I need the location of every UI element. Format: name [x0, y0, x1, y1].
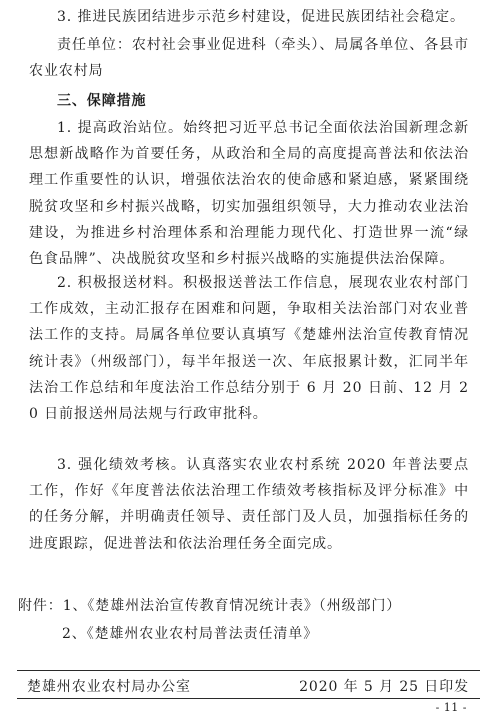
footer-bottom-rule — [17, 698, 480, 699]
issuing-office: 楚雄州农业农村局办公室 — [27, 679, 191, 695]
attachment-line-2: 2、《楚雄州农业农村局普法责任清单》 — [62, 626, 319, 642]
paragraph-measure-2: 2. 积极报送材料。积极报送普法工作信息，展现农业农村部门工作成效，主动汇报存在困难和问题，争取相关法治部门对农业普法工作的支持。局属各单位要认真填写《楚雄州法治宣传教育情况统计表》（州级部门），每半年报送一次、年底报累计数，汇同半年法治工作总结和年度法治工作总结分别于 6 月 20 日前、12 月 20 日前报送州局法规与行政审批科。 — [29, 275, 469, 423]
paragraph-measure-1: 1. 提高政治站位。始终把习近平总书记全面依法治国新理念新思想新战略作为首要任务，从政治和全局的高度提高普法和依法治理工作重要性的认识，增强依法治农的使命感和紧迫感，紧紧围绕脱贫攻坚和乡村振兴战略，切实加强组织领导，大力推动农业法治建设，为推进乡村治理体系和治理能力现代化、打造世界一流“绿色食品牌”、决战脱贫攻坚和乡村振兴战略的实施提供法治保障。 — [29, 120, 469, 268]
footer-top-rule — [17, 670, 480, 671]
print-date: 2020 年 5 月 25 日印发 — [299, 679, 469, 695]
paragraph-responsible-unit: 责任单位：农村社会事业促进科（牵头）、局属各单位、各县市农业农村局 — [29, 37, 469, 80]
paragraph-measure-3: 3. 强化绩效考核。认真落实农业农村系统 2020 年普法要点工作，作好《年度普法依法治理工作绩效考核指标及评分标准》中的任务分解，并明确责任领导、责任部门及人员，加强指标任务的进度跟踪，促进普法和依法治理任务全面完成。 — [29, 457, 469, 552]
section-heading-safeguards: 三、保障措施 — [57, 93, 147, 109]
attachment-line-1: 附件：1、《楚雄州法治宣传教育情况统计表》（州级部门） — [18, 598, 402, 614]
page-number: - 11 - — [435, 701, 467, 714]
paragraph-item-3: 3. 推进民族团结进步示范乡村建设，促进民族团结社会稳定。 — [57, 9, 465, 25]
